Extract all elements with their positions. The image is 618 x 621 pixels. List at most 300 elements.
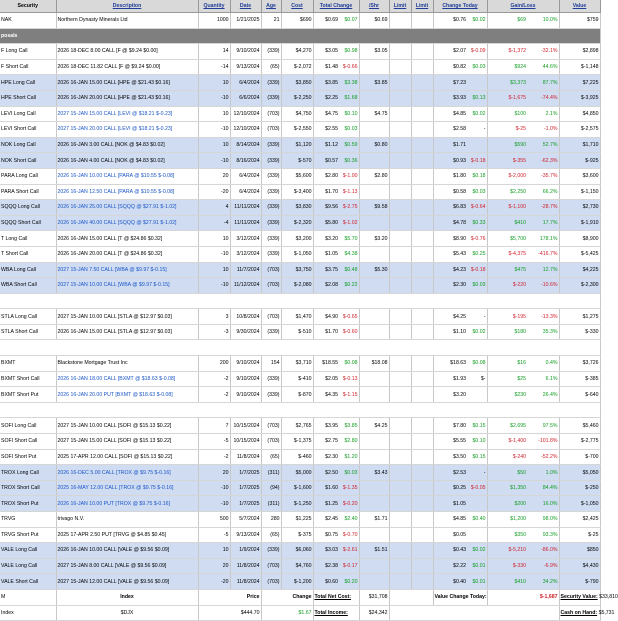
total-change-cell-primary: $2.08 [325,282,339,289]
value-cell: $5,050 [559,465,600,481]
gain-loss-cell [487,465,559,481]
table-row[interactable] [0,480,600,496]
gain-loss-cell-secondary: -6.9% [543,563,558,570]
total-change-cell [313,418,359,434]
total-change-cell-primary: $5.80 [325,220,339,227]
cost-cell: $3,830 [281,200,313,216]
description-cell: 2025 17-APR 12.00 CALL [SOFI @ $15.13 $0.22] [56,449,198,465]
limit-cell [389,184,411,200]
gain-loss-cell [487,106,559,122]
limit-cell [389,90,411,106]
cost-cell: $-870 [281,387,313,403]
limit-cell [389,480,411,496]
total-change-cell-primary: $3.20 [325,235,339,242]
age-cell: (703) [261,122,281,138]
gain-loss-cell-secondary: 44.6% [542,64,558,71]
table-row[interactable] [0,527,600,543]
table-row[interactable] [0,122,600,138]
table-row[interactable] [0,449,600,465]
change-today-cell [433,356,487,372]
security-value [559,589,618,605]
per-share-cell [359,309,389,325]
total-change-cell-primary: $1.48 [325,64,339,71]
date-cell: 9/10/2024 [230,44,261,60]
age-cell: (339) [261,231,281,247]
change-today-cell [433,200,487,216]
table-row[interactable] [0,356,600,372]
value-cell: $4,225 [559,262,600,278]
table-row[interactable] [0,153,600,169]
total-change-cell-primary: $0.69 [325,17,339,24]
description-cell: 2026 16-JAN 12.50 CALL [PARA @ $10.55 $-0.08] [56,184,198,200]
gain-loss-cell [487,512,559,528]
total-change-cell [313,59,359,75]
change-today-cell-secondary: $0.25 [472,251,486,258]
date-cell: 11/7/2024 [230,262,261,278]
limit-cell [411,371,433,387]
table-row[interactable] [0,324,600,340]
table-row[interactable] [0,387,600,403]
change-today-cell [433,465,487,481]
date-cell: 10/8/2024 [230,309,261,325]
age-cell: (339) [261,44,281,60]
limit-cell [411,44,433,60]
description-cell: trivago N.V. [56,512,198,528]
change-today-cell [433,371,487,387]
total-change-cell [313,122,359,138]
total-change-cell-primary: $1.70 [325,188,339,195]
total-change-cell-primary: $4.35 [325,391,339,398]
per-share-cell: $4.75 [359,106,389,122]
description-cell: 2026 16-JAN 4.00 CALL [NOK @ $4.83 $0.02] [56,153,198,169]
spacer-row [0,402,600,418]
col-header[interactable]: Description [56,0,198,13]
limit-cell [411,122,433,138]
total-net-cost-value: $31,708 [359,589,389,605]
col-header[interactable]: Total Change [313,0,359,13]
gain-loss-cell-secondary: -1.0% [543,126,558,133]
description-cell: 2027 15-JAN 15.00 CALL [LEVI @ $18.21 $-0.23] [56,106,198,122]
total-change-cell [313,153,359,169]
per-share-cell [359,480,389,496]
change-today-cell [433,262,487,278]
change-today-cell-primary: $2.07 [453,48,467,55]
age-cell: (703) [261,262,281,278]
gain-loss-cell-primary: $50 [517,469,527,476]
total-change-cell [313,480,359,496]
value-cell: $-2,575 [559,122,600,138]
date-cell: 8/16/2024 [230,153,261,169]
security-cell: LEVI Short Call [0,122,56,138]
limit-cell [389,418,411,434]
change-today-cell-secondary: $0.02 [472,329,486,336]
per-share-cell: $0.69 [359,13,389,29]
description-cell: 2027 15-JAN 10.00 CALL [STLA @ $12.97 $0.03] [56,309,198,325]
per-share-cell [359,59,389,75]
gain-loss-cell-secondary: 178.1% [539,235,558,242]
per-share-cell: $5.30 [359,262,389,278]
gain-loss-cell-secondary: 98.0% [542,516,558,523]
change-today-cell-secondary: $0.03 [472,282,486,289]
total-change-cell-primary: $2.45 [325,516,339,523]
date-cell: 9/13/2024 [230,59,261,75]
gain-loss-cell [487,262,559,278]
value-cell: $1,710 [559,137,600,153]
description-cell: 2026 16-JAN 25.00 CALL [SQQQ @ $27.91 $-1.02] [56,200,198,216]
total-change-cell [313,168,359,184]
security-cell: NOK Short Call [0,153,56,169]
gain-loss-cell-secondary: 34.2% [542,578,558,585]
total-change-cell-secondary: $2.40 [344,516,358,523]
gain-loss-cell [487,434,559,450]
cost-cell: $3,710 [281,356,313,372]
limit-cell [389,122,411,138]
change-today-cell-secondary: - [483,126,486,133]
value-cell: $-925 [559,153,600,169]
table-row[interactable] [0,278,600,294]
total-change-cell [313,356,359,372]
per-share-cell [359,246,389,262]
gain-loss-cell-primary: $1,350 [510,485,527,492]
total-change-cell-secondary: $0.36 [344,157,358,164]
change-today-cell-primary: $2.58 [453,126,467,133]
gain-loss-cell-secondary: -35.7% [541,173,558,180]
change-today-cell-secondary: $0.03 [472,188,486,195]
date-cell: 1/7/2025 [230,465,261,481]
col-header[interactable]: /Shr [359,0,389,13]
gain-loss-cell-secondary: 87.7% [542,79,558,86]
change-today-cell-primary: $7.23 [453,79,467,86]
change-today-cell-primary: $8.90 [453,235,467,242]
limit-cell [389,449,411,465]
age-cell: (339) [261,184,281,200]
quantity-cell: -20 [198,574,230,590]
total-change-cell [313,434,359,450]
security-cell: F Short Call [0,59,56,75]
table-body [0,13,600,590]
total-change-cell-secondary: $3.85 [344,422,358,429]
limit-cell [389,527,411,543]
table-row[interactable] [0,434,600,450]
per-share-cell [359,434,389,450]
table-row[interactable] [0,13,600,29]
description-cell: 2027 15-JAN 10.00 CALL [WBA @ $9.97 $-0.15] [56,278,198,294]
description-cell: 2026 16-JAN 15.00 CALL [STLA @ $12.97 $0.03] [56,324,198,340]
gain-loss-cell-primary: $-220 [512,282,527,289]
total-change-cell-secondary: $5.70 [344,235,358,242]
age-cell: (65) [261,527,281,543]
cost-cell: $3,750 [281,262,313,278]
table-row[interactable] [0,215,600,231]
security-cell: TRVG [0,512,56,528]
gain-loss-cell [487,371,559,387]
description-cell: 2026 16-JAN 20.00 PUT [BXMT @ $18.63 $-0.08] [56,387,198,403]
change-today-cell-secondary: $0.13 [472,95,486,102]
date-cell: 6/4/2024 [230,75,261,91]
value-cell: $-3,925 [559,90,600,106]
table-row[interactable] [0,309,600,325]
gain-loss-cell-primary: $180 [514,329,527,336]
limit-cell [389,137,411,153]
quantity-cell: 4 [198,200,230,216]
description-cell: 2026 16-JAN 10.00 CALL [VALE @ $9.56 $0.09] [56,543,198,559]
gain-loss-cell-primary: $-355 [512,157,527,164]
cost-cell: $3,850 [281,75,313,91]
gain-loss-cell-primary: $-1,100 [508,204,527,211]
total-change-cell-primary: $3.95 [325,422,339,429]
table-row[interactable] [0,512,600,528]
change-today-cell [433,215,487,231]
table-row[interactable] [0,465,600,481]
description-cell: 2026 16-JAN 40.00 CALL [SQQQ @ $27.91 $-1.02] [56,215,198,231]
per-share-cell [359,387,389,403]
col-header[interactable]: Security [0,0,56,13]
table-row[interactable] [0,543,600,559]
change-today-cell-secondary: $0.01 [472,563,486,570]
quantity-cell: 20 [198,168,230,184]
gain-loss-cell-secondary: 93.3% [542,531,558,538]
gain-loss-cell-primary: $-2,000 [508,173,527,180]
table-row[interactable] [0,137,600,153]
col-header[interactable]: Date [230,0,261,13]
per-share-cell: $3.05 [359,44,389,60]
change-today-cell-primary: $4.85 [453,110,467,117]
limit-cell [411,434,433,450]
value-cell: $2,730 [559,200,600,216]
total-change-cell [313,231,359,247]
total-change-cell-secondary: $-2.75 [342,204,358,211]
total-change-cell-secondary: $0.03 [344,469,358,476]
total-change-cell-primary: $4.90 [325,313,339,320]
limit-cell [411,168,433,184]
change-today-cell [433,184,487,200]
total-change-cell-secondary: $-0.66 [342,64,358,71]
table-row[interactable] [0,496,600,512]
col-header[interactable]: Age [261,0,281,13]
table-row[interactable] [0,168,600,184]
description-cell: 2026 16-JAN 18.00 CALL [BXMT @ $18.63 $-0.08] [56,371,198,387]
total-change-cell-primary: $2.80 [325,173,339,180]
table-row[interactable] [0,262,600,278]
date-cell: 12/10/2024 [230,106,261,122]
age-cell: 21 [261,13,281,29]
gain-loss-cell-secondary: 35.3% [542,329,558,336]
change-today-cell-primary: $0.05 [453,531,467,538]
change-today-cell-secondary: $0.02 [472,110,486,117]
total-change-cell-secondary: $-1.13 [342,188,358,195]
table-row[interactable] [0,44,600,60]
gain-loss-cell-secondary: 84.4% [542,485,558,492]
gain-loss-cell [487,13,559,29]
security-cell: VALE Long Call [0,543,56,559]
change-today-cell-primary: $3.50 [453,453,467,460]
date-cell: 1/9/2024 [230,543,261,559]
gain-loss-cell-secondary: -10.6% [541,282,558,289]
change-today-cell [433,574,487,590]
security-cell: NOK Long Call [0,137,56,153]
col-header[interactable]: Quantity [198,0,230,13]
age-cell: (339) [261,137,281,153]
age-cell: (65) [261,449,281,465]
quantity-cell: -20 [198,184,230,200]
cost-cell: $690 [281,13,313,29]
gain-loss-cell [487,59,559,75]
table-row[interactable] [0,90,600,106]
table-row[interactable] [0,246,600,262]
gain-loss-cell [487,356,559,372]
change-today-cell-primary: $5.55 [453,438,467,445]
per-share-cell: $2.80 [359,168,389,184]
footer-summary [0,589,618,620]
change-today-cell-primary: $1.10 [453,329,467,336]
value-change-today-label: Value Change Today: [433,589,487,605]
total-change-cell [313,371,359,387]
security-cell: STLA Short Call [0,324,56,340]
gain-loss-cell-primary: $-1,372 [508,48,527,55]
change-today-cell [433,13,487,29]
per-share-cell [359,184,389,200]
value-cell: $-5,425 [559,246,600,262]
change-today-cell [433,278,487,294]
total-change-cell [313,137,359,153]
total-change-cell-primary: $3.85 [325,79,339,86]
total-change-cell-primary: $0.75 [325,531,339,538]
change-today-cell [433,527,487,543]
per-share-cell [359,449,389,465]
description-cell: 2026 16-JAN 10.00 PUT [TROX @ $9.75 $-0.16] [56,496,198,512]
change-today-cell-primary: $3.93 [453,95,467,102]
col-header[interactable]: Value [559,0,600,13]
spacer-row [0,340,600,356]
table-row[interactable] [0,558,600,574]
footer-label: M [0,589,56,605]
limit-cell [411,75,433,91]
gain-loss-cell-primary: $3,373 [510,79,527,86]
section-header-row[interactable] [0,28,600,44]
table-row[interactable] [0,200,600,216]
total-change-cell-primary: $4.75 [325,110,339,117]
col-header[interactable]: Gain/Loss [487,0,559,13]
limit-cell [411,153,433,169]
total-change-cell-primary: $1.60 [325,485,339,492]
limit-cell [389,324,411,340]
description-cell: 2025 16-MAY 12.00 CALL [TROX @ $9.75 $-0.16] [56,480,198,496]
gain-loss-cell-primary: $590 [514,142,527,149]
table-row[interactable] [0,231,600,247]
gain-loss-cell-secondary: -52.2% [541,453,558,460]
age-cell: (339) [261,387,281,403]
date-cell: 9/10/2024 [230,387,261,403]
total-income-label: Total Income: [313,605,359,621]
security-value-amount: $33,810 [599,594,618,601]
limit-cell [389,168,411,184]
quantity-cell: -10 [198,480,230,496]
security-cell: BXMT Short Call [0,371,56,387]
description-cell: 2027 15-JAN 15.00 CALL [SOFI @ $15.13 $0.22] [56,434,198,450]
limit-cell [411,543,433,559]
value-cell: $4,430 [559,558,600,574]
col-header[interactable]: Limit [389,0,411,13]
total-change-cell-secondary: $-1.35 [342,485,358,492]
security-cell: TROX Long Call [0,465,56,481]
limit-cell [411,278,433,294]
quantity-cell: -5 [198,434,230,450]
security-value-label: Security Value: [560,594,598,601]
gain-loss-cell-primary: $100 [514,110,527,117]
total-change-cell-secondary: $0.10 [344,110,358,117]
description-cell: 2026 16-JAN 20.00 CALL [T @ $24.86 $0.32] [56,246,198,262]
description-cell: 2026 18-DEC 8.00 CALL [F @ $9.24 $0.00] [56,44,198,60]
age-cell: (65) [261,59,281,75]
change-today-cell-secondary: $0.15 [472,422,486,429]
quantity-cell: -10 [198,122,230,138]
total-change-cell [313,574,359,590]
value-cell: $-250 [559,480,600,496]
limit-cell [411,465,433,481]
change-today-cell-secondary: $-0.18 [470,157,486,164]
security-cell: SQQQ Long Call [0,200,56,216]
security-cell: VALE Short Call [0,574,56,590]
date-cell: 9/10/2024 [230,356,261,372]
limit-cell [389,200,411,216]
total-change-cell [313,106,359,122]
quantity-cell: -10 [198,246,230,262]
quantity-cell: 1000 [198,13,230,29]
gain-loss-cell [487,153,559,169]
table-row[interactable] [0,184,600,200]
footer-row-label: Index [0,605,56,621]
gain-loss-cell-secondary: 52.7% [542,142,558,149]
total-change-cell [313,527,359,543]
limit-cell [389,13,411,29]
col-header[interactable]: Change Today [433,0,487,13]
col-header[interactable]: Limit [411,0,433,13]
security-cell: T Long Call [0,231,56,247]
security-cell: TROX Short Put [0,496,56,512]
table-row[interactable] [0,574,600,590]
table-row[interactable] [0,106,600,122]
col-header[interactable]: Cost [281,0,313,13]
change-today-cell-primary: $0.58 [453,188,467,195]
cost-cell: $-460 [281,449,313,465]
cash-on-hand-amount: $5,731 [598,609,615,616]
gain-loss-cell [487,574,559,590]
value-cell: $759 [559,13,600,29]
table-row[interactable] [0,371,600,387]
date-cell: 11/8/2024 [230,558,261,574]
total-change-cell [313,90,359,106]
cost-cell: $-3,400 [281,184,313,200]
value-cell: $-2,300 [559,278,600,294]
gain-loss-cell-primary: $200 [514,500,527,507]
total-change-cell-primary: $1.05 [325,251,339,258]
table-row[interactable] [0,59,600,75]
per-share-cell: $18.08 [359,356,389,372]
total-change-cell-primary: $2.25 [325,95,339,102]
limit-cell [411,496,433,512]
table-row[interactable] [0,418,600,434]
total-change-cell-primary: $2.50 [325,469,339,476]
table-row[interactable] [0,75,600,91]
cost-cell: $-1,200 [281,574,313,590]
gain-loss-cell-secondary: -28.7% [541,204,558,211]
gain-loss-cell-primary: $1,200 [510,516,527,523]
cost-cell: $1,470 [281,309,313,325]
limit-cell [411,574,433,590]
per-share-cell: $3.85 [359,75,389,91]
date-cell: 9/10/2024 [230,371,261,387]
limit-cell [389,465,411,481]
